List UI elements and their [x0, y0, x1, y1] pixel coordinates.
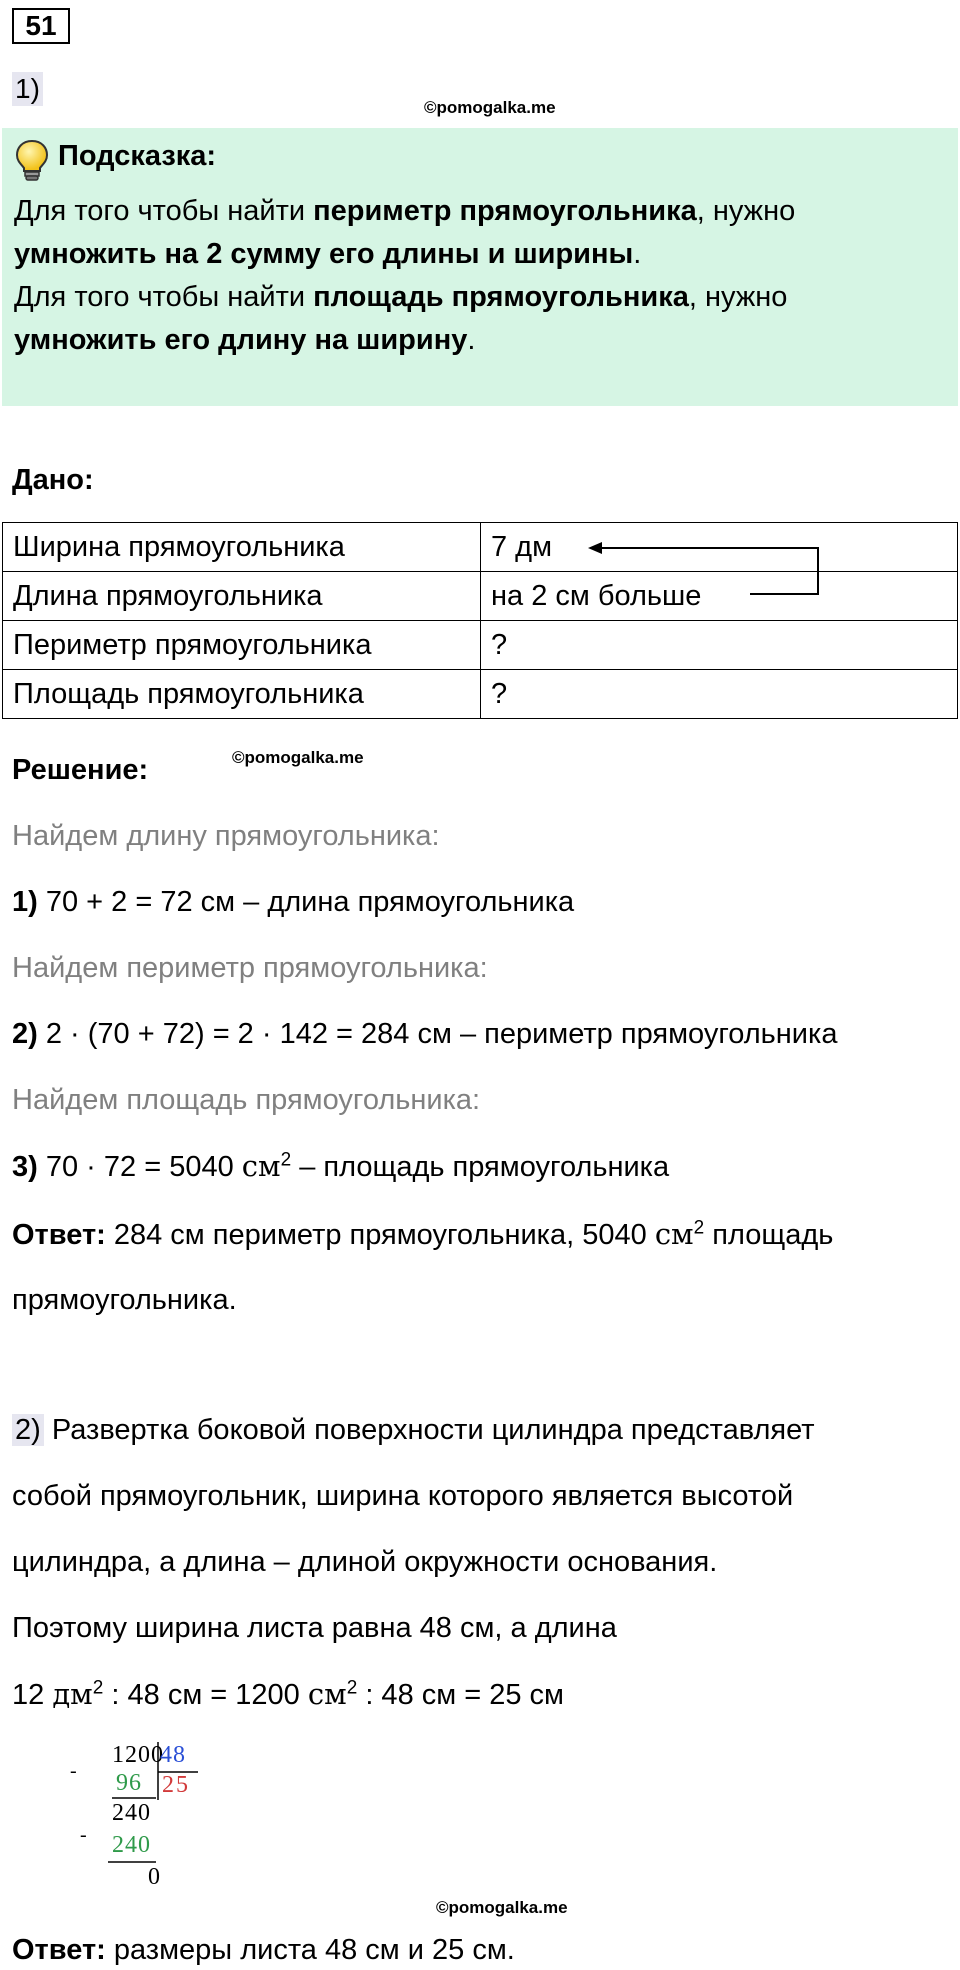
hint-p1-c: , нужно: [696, 195, 796, 227]
step3-unit: см: [241, 1149, 281, 1183]
step1-hint: Найдем длину прямоугольника:: [12, 820, 440, 852]
eq-unit1: дм: [52, 1677, 93, 1711]
long-division: [70, 1738, 220, 1908]
watermark: ©pomogalka.me: [232, 748, 364, 767]
division-divisor: 48: [160, 1742, 186, 1768]
answer1-line2: прямоугольника.: [12, 1284, 237, 1316]
step2-hint: Найдем периметр прямоугольника:: [12, 952, 488, 984]
step3-text-b: – площадь прямоугольника: [291, 1151, 670, 1183]
hint-p2-d: умножить его длину на ширину: [14, 324, 468, 356]
step1-text: 70 + 2 = 72 см – длина прямоугольника: [37, 886, 575, 918]
solution-label: Решение:: [12, 754, 149, 786]
step2-text: 2 · (70 + 72) = 2 · 142 = 284 см – периметр прямоугольника: [37, 1018, 838, 1050]
division-minus-1: -: [70, 1760, 77, 1782]
step2-num: 2): [12, 1018, 38, 1050]
division-lines: [70, 1738, 220, 1908]
part2-equation: [12, 1676, 564, 1713]
step3: [12, 1148, 669, 1185]
division-rem-1: 240: [112, 1800, 151, 1826]
part2-line2: собой прямоугольник, ширина которого является высотой: [12, 1480, 794, 1512]
eq-unit2: см: [307, 1677, 347, 1711]
hint-text: [14, 190, 954, 362]
part-2-label: 2): [12, 1414, 44, 1446]
answer1-sup: 2: [693, 1217, 705, 1239]
table-cell-name: Ширина прямоугольника: [3, 523, 481, 572]
step1: [12, 884, 574, 920]
division-quotient: 25: [162, 1772, 190, 1798]
step3-hint: Найдем площадь прямоугольника:: [12, 1084, 481, 1116]
answer1: [12, 1216, 833, 1253]
part2-line1-text: Развертка боковой поверхности цилиндра представляет: [43, 1414, 815, 1446]
hint-p1-e: .: [633, 238, 642, 270]
step2: [12, 1016, 837, 1052]
relation-arrow-icon: [580, 530, 840, 600]
division-rem-2: 0: [148, 1864, 160, 1890]
hint-p1-a: Для того чтобы найти: [14, 195, 314, 227]
hint-p2-b: площадь прямоугольника: [313, 281, 689, 313]
eq-sup2: 2: [346, 1677, 358, 1699]
table-cell-name: Длина прямоугольника: [3, 572, 481, 621]
answer1-a: 284 см периметр прямоугольника, 5040: [105, 1219, 655, 1251]
part-1-label: 1): [12, 72, 43, 106]
part2-line3: цилиндра, а длина – длиной окружности основания.: [12, 1546, 718, 1578]
division-dividend: 1200: [112, 1742, 164, 1768]
watermark: ©pomogalka.me: [436, 1898, 568, 1917]
answer1-unit: см: [654, 1217, 694, 1251]
watermark: ©pomogalka.me: [424, 98, 556, 117]
given-label: Дано:: [12, 464, 94, 496]
step3-text-a: 70 · 72 = 5040: [37, 1151, 242, 1183]
problem-number: 51: [12, 8, 70, 44]
answer2-label: Ответ:: [12, 1934, 106, 1966]
hint-p1-b: периметр прямоугольника: [313, 195, 697, 227]
step3-num: 3): [12, 1151, 38, 1183]
lightbulb-icon: [14, 138, 50, 182]
answer1-b: площадь: [704, 1219, 834, 1251]
table-cell-value: 7 дм: [481, 523, 958, 572]
eq-sup1: 2: [92, 1677, 104, 1699]
answer2: [12, 1932, 515, 1968]
table-cell-value: ?: [481, 670, 958, 719]
part2-line4: Поэтому ширина листа равна 48 см, а длина: [12, 1612, 617, 1644]
answer1-label: Ответ:: [12, 1219, 106, 1251]
step3-sup: 2: [280, 1149, 292, 1171]
part2-line1: [12, 1412, 815, 1448]
table-row: [3, 621, 958, 670]
division-sub-1: 96: [116, 1770, 142, 1796]
answer2-text: размеры листа 48 см и 25 см.: [105, 1934, 515, 1966]
step1-num: 1): [12, 886, 38, 918]
table-cell-name: Периметр прямоугольника: [3, 621, 481, 670]
hint-p2-e: .: [467, 324, 476, 356]
hint-p1-d: умножить на 2 сумму его длины и ширины: [14, 238, 634, 270]
table-cell-name: Площадь прямоугольника: [3, 670, 481, 719]
division-minus-2: -: [80, 1824, 87, 1846]
division-sub-2: 240: [112, 1832, 151, 1858]
eq-a: 12: [12, 1679, 53, 1711]
hint-p2-a: Для того чтобы найти: [14, 281, 314, 313]
hint-p2-c: , нужно: [688, 281, 788, 313]
eq-b: : 48 см = 1200: [103, 1679, 308, 1711]
eq-c: : 48 см = 25 см: [357, 1679, 564, 1711]
table-cell-value: ?: [481, 621, 958, 670]
hint-title: Подсказка:: [58, 140, 217, 172]
table-cell-value: на 2 см больше: [481, 572, 958, 621]
hint-box: [2, 128, 958, 406]
table-row: [3, 670, 958, 719]
